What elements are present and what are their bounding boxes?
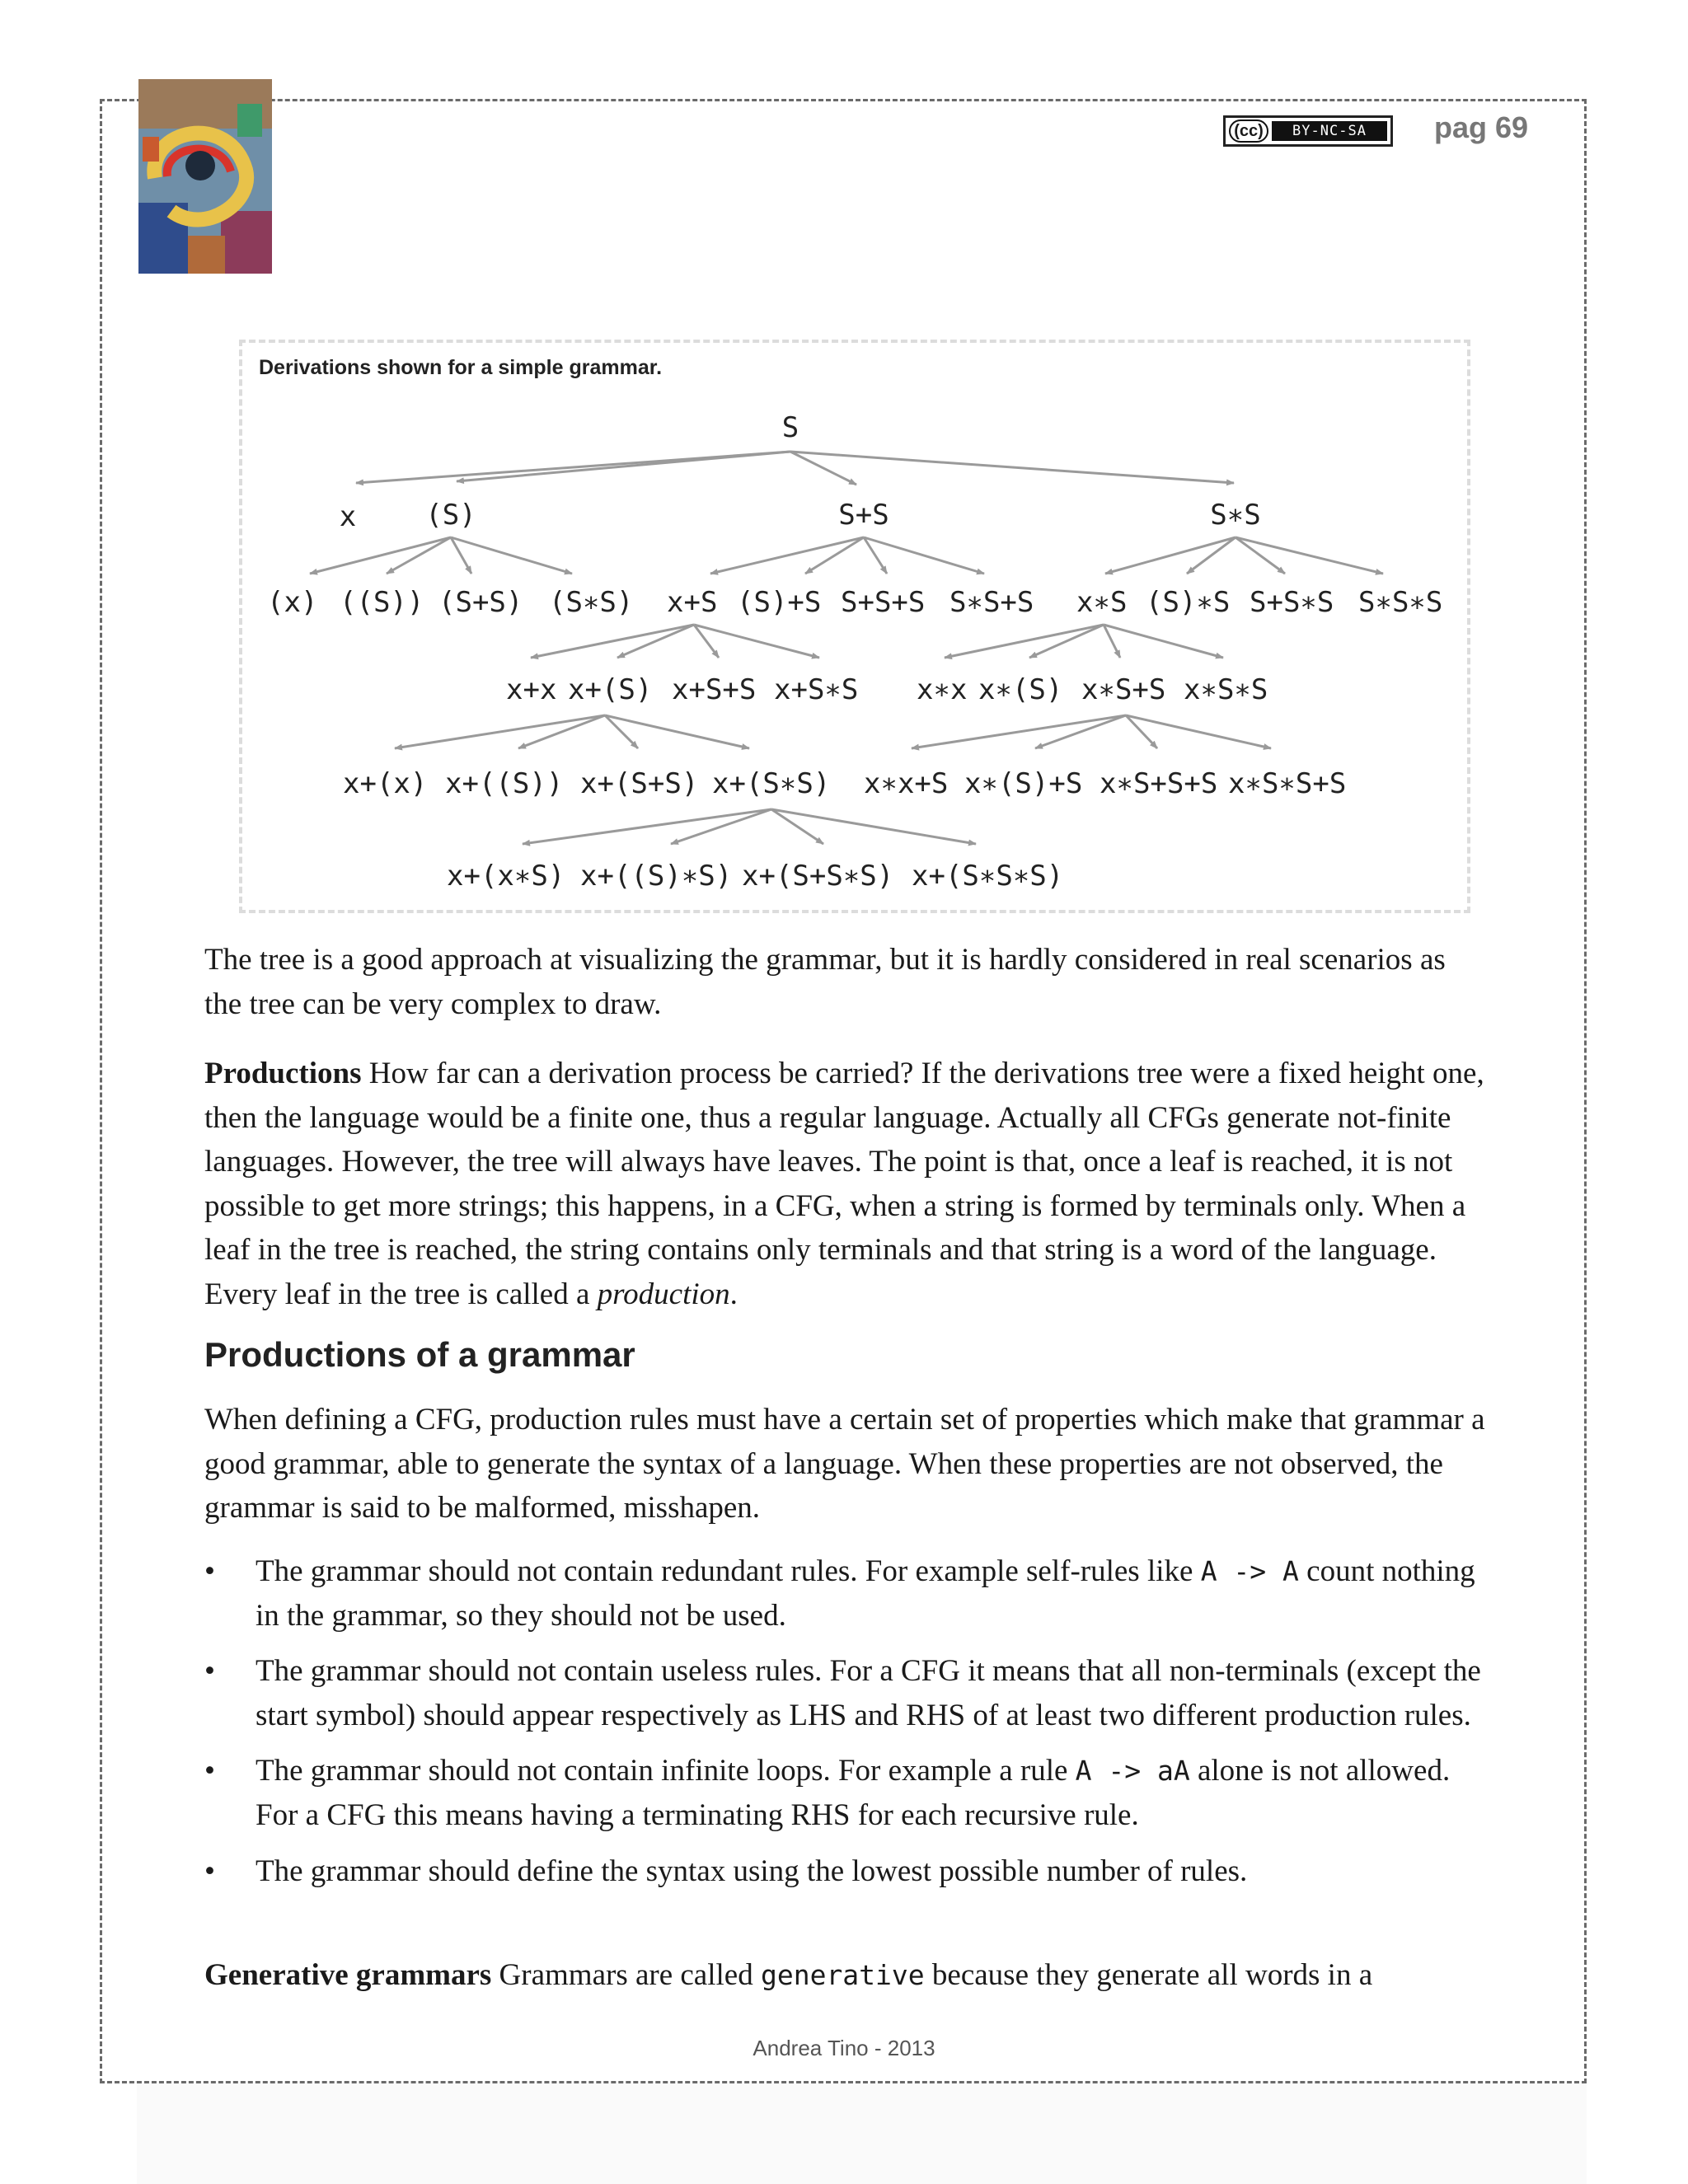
node-l1: (S) xyxy=(425,499,476,532)
list-item: • The grammar should not contain infinite loops. For example a rule A -> aA alone is not allowed. For a CFG this means having a terminating RHS for each recursive rule. xyxy=(204,1749,1498,1837)
node-l3: x+S+S xyxy=(672,673,757,706)
node-l4: x+(S∗S) xyxy=(712,767,831,800)
painting-image xyxy=(138,79,272,274)
page-footer: Andrea Tino - 2013 xyxy=(753,2036,935,2060)
properties-list xyxy=(204,1549,1498,1905)
node-l2: (x) xyxy=(267,586,318,619)
productions-text: How far can a derivation process be carried? If the derivations tree were a fixed height one, then the language would be a finite one, thus a regular language. Actually all CFGs generate not-finite languages. However, the tree will always have leaves. The point is that, once a leaf is reached, it is not possible to get more strings; this happens, in a CFG, when a string is formed by terminals only. When a leaf in the tree is reached, the string contains only terminals and that string is a word of the language. Every leaf in the tree is called a xyxy=(204,1057,1484,1311)
node-l1: S+S xyxy=(838,499,889,532)
node-l2: S+S+S xyxy=(841,586,926,619)
node-l2: S∗S+S xyxy=(950,586,1034,619)
cc-icon: (cc) xyxy=(1226,118,1272,144)
node-l5: x+(x∗S) xyxy=(447,860,565,893)
node-l4: x+(S+S) xyxy=(580,767,699,800)
productions-end: . xyxy=(729,1277,738,1311)
node-l4: x∗(S)+S xyxy=(964,767,1083,800)
node-l3: x+(S) xyxy=(568,673,653,706)
node-l5: x+((S)∗S) xyxy=(580,860,733,893)
derivation-tree xyxy=(242,343,1474,916)
node-l2: (S)+S xyxy=(737,586,822,619)
page-shade xyxy=(137,2083,1587,2184)
node-l2: ((S)) xyxy=(340,586,424,619)
inline-code: A -> A xyxy=(1200,1555,1299,1587)
node-l3: x∗(S) xyxy=(978,673,1063,706)
cover-thumbnail xyxy=(138,79,272,274)
node-l5: x+(S+S∗S) xyxy=(742,860,894,893)
node-l4: x+(x) xyxy=(343,767,428,800)
node-l4: x∗S+S+S xyxy=(1100,767,1218,800)
bullet-icon: • xyxy=(204,1654,215,1689)
list-item: • The grammar should not contain redundant rules. For example self-rules like A -> A count nothing in the grammar, so they should not be used. xyxy=(204,1549,1498,1638)
node-l4: x∗S∗S+S xyxy=(1228,767,1347,800)
node-l3: x∗S+S xyxy=(1081,673,1166,706)
generative-lead: Generative grammars xyxy=(204,1958,492,1992)
paragraph-productions xyxy=(204,1052,1490,1317)
node-l2: x∗S xyxy=(1076,586,1128,619)
inline-code: generative xyxy=(760,1959,925,1991)
node-l2: x+S xyxy=(667,586,718,619)
page-number: pag 69 xyxy=(1434,110,1529,144)
node-l3: x+x xyxy=(506,673,557,706)
list-item: • The grammar should define the syntax using the lowest possible number of rules. xyxy=(204,1849,1498,1894)
paragraph-generative: Generative grammars Grammars are called generative because they generate all words in a xyxy=(204,1958,1373,1992)
list-item: • The grammar should not contain useless rules. For a CFG it means that all non-terminals (except the start symbol) should appear respectively as LHS and RHS of at least two different production rules. xyxy=(204,1649,1498,1737)
node-l3: x∗S∗S xyxy=(1184,673,1268,706)
inline-code: A -> aA xyxy=(1075,1755,1190,1788)
node-l1: S∗S xyxy=(1210,499,1261,532)
node-l3: x∗x xyxy=(917,673,968,706)
node-l3: x+S∗S xyxy=(774,673,859,706)
node-root: S xyxy=(781,411,799,444)
node-l2: (S∗S) xyxy=(549,586,634,619)
bullet-icon: • xyxy=(204,1754,215,1788)
license-badge[interactable] xyxy=(1223,115,1393,147)
bullet-icon: • xyxy=(204,1554,215,1588)
section-heading: Productions of a grammar xyxy=(204,1335,635,1374)
productions-emph: production xyxy=(597,1277,730,1311)
derivation-figure xyxy=(239,340,1470,913)
node-l2: (S+S) xyxy=(438,586,523,619)
figure-caption: Derivations shown for a simple grammar. xyxy=(259,356,663,379)
node-l2: S∗S∗S xyxy=(1358,586,1443,619)
bullet-icon: • xyxy=(204,1854,215,1888)
node-l5: x+(S∗S∗S) xyxy=(912,860,1064,893)
node-l4: x∗x+S xyxy=(864,767,949,800)
node-l2: S+S∗S xyxy=(1250,586,1334,619)
paragraph-properties: When defining a CFG, production rules must have a certain set of properties which make that grammar a good grammar, able to generate the syntax of a language. When these properties are not observed, the grammar is said to be malformed, misshapen. xyxy=(204,1403,1485,1526)
paragraph-tree: The tree is a good approach at visualizing the grammar, but it is hardly considered in real scenarios as the tree can be very complex to draw. xyxy=(204,943,1446,1021)
productions-lead: Productions xyxy=(204,1057,362,1090)
node-l2: (S)∗S xyxy=(1146,586,1231,619)
license-label: BY-NC-SA xyxy=(1272,121,1387,141)
node-l1: x xyxy=(339,500,357,533)
node-l4: x+((S)) xyxy=(445,767,564,800)
